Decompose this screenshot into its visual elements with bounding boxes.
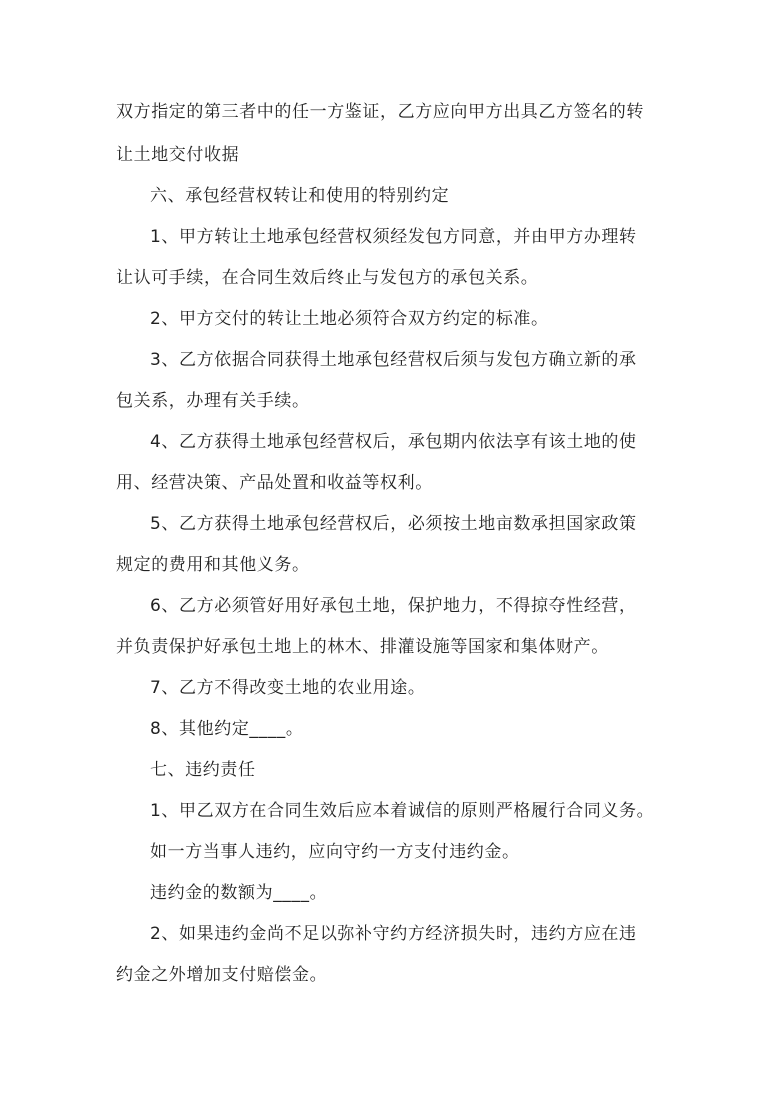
text-line: 违约金的数额为____。 <box>150 883 328 903</box>
text-line: 5、乙方获得土地承包经营权后，必须按土地亩数承担国家政策 <box>150 514 637 534</box>
text-line: 用、经营决策、产品处置和收益等权利。 <box>116 473 433 493</box>
text-line: 1、甲方转让土地承包经营权须经发包方同意，并由甲方办理转 <box>150 227 637 247</box>
text-line: 6、乙方必须管好用好承包土地，保护地力，不得掠夺性经营， <box>150 596 637 616</box>
text-line: 并负责保护好承包土地上的林木、排灌设施等国家和集体财产。 <box>116 637 609 657</box>
text-line: 约金之外增加支付赔偿金。 <box>116 965 328 985</box>
section-heading: 六、承包经营权转让和使用的特别约定 <box>150 186 450 206</box>
text-line: 让土地交付收据 <box>116 145 240 165</box>
section-heading: 七、违约责任 <box>150 760 256 780</box>
text-line: 双方指定的第三者中的任一方鉴证，乙方应向甲方出具乙方签名的转 <box>116 102 644 122</box>
text-line: 包关系，办理有关手续。 <box>116 391 310 411</box>
text-line: 规定的费用和其他义务。 <box>116 555 310 575</box>
text-line: 1、甲乙双方在合同生效后应本着诚信的原则严格履行合同义务。 <box>150 801 655 821</box>
text-line: 8、其他约定____。 <box>150 719 304 739</box>
text-line: 让认可手续，在合同生效后终止与发包方的承包关系。 <box>116 268 539 288</box>
text-line: 如一方当事人违约，应向守约一方支付违约金。 <box>150 842 520 862</box>
text-line: 2、如果违约金尚不足以弥补守约方经济损失时，违约方应在违 <box>150 924 637 944</box>
text-line: 4、乙方获得土地承包经营权后，承包期内依法享有该土地的使 <box>150 432 637 452</box>
text-line: 2、甲方交付的转让土地必须符合双方约定的标准。 <box>150 309 549 329</box>
text-line: 7、乙方不得改变土地的农业用途。 <box>150 678 426 698</box>
text-line: 3、乙方依据合同获得土地承包经营权后须与发包方确立新的承 <box>150 350 637 370</box>
